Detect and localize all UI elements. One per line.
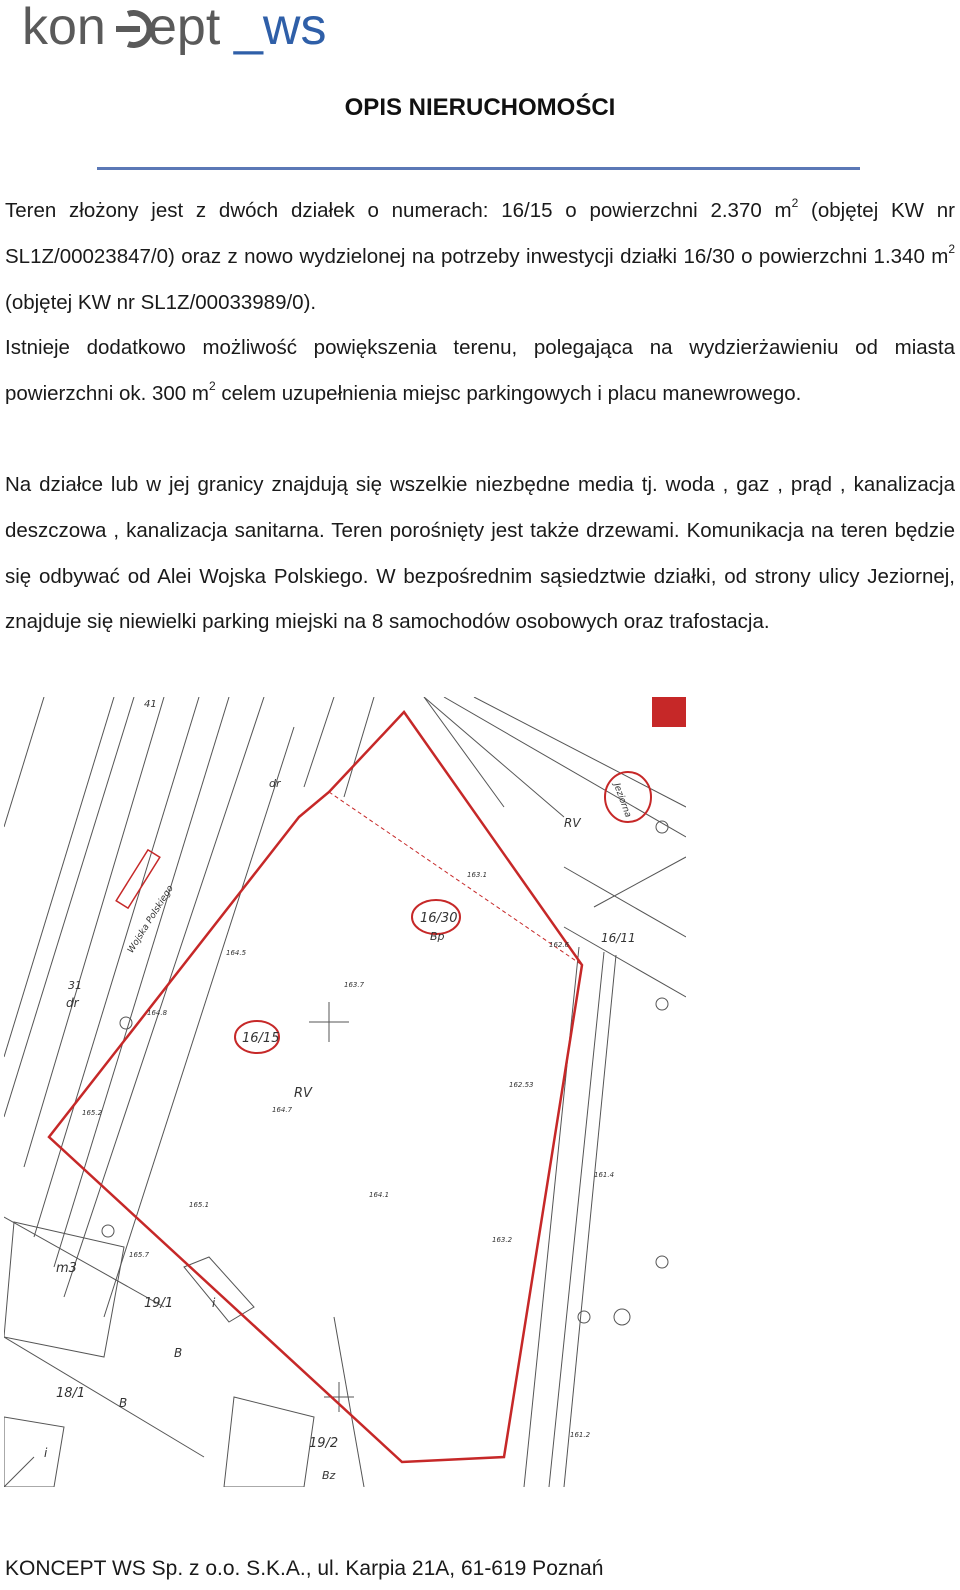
label-b-2: B: [119, 1396, 128, 1410]
label-bz: Bz: [322, 1469, 336, 1482]
spot-height: 162.6: [549, 941, 570, 949]
spot-height: 164.7: [272, 1106, 293, 1114]
superscript-2: 2: [948, 241, 955, 256]
label-parcel-19-1: 19/1: [144, 1296, 174, 1311]
superscript-2: 2: [791, 196, 799, 210]
label-i-2: i: [44, 1446, 48, 1460]
koncept-ws-logo: [22, 0, 352, 62]
label-parcel-16-30: 16/30: [420, 911, 458, 926]
p1-text-a: Teren złożony jest z dwóch działek o numerach: 16/15 o powierzchni 2.370 m: [5, 199, 792, 222]
paragraph-expansion: [5, 325, 955, 417]
label-i-1: i: [212, 1296, 216, 1310]
logo-c-mark: [116, 13, 150, 45]
spot-height: 164.1: [369, 1191, 390, 1199]
label-dr-1: dr: [66, 996, 79, 1010]
superscript-2: 2: [208, 378, 216, 393]
paragraph-parcels: [5, 188, 955, 325]
label-rv-2: RV: [564, 816, 581, 830]
label-parcel-18-1: 18/1: [56, 1386, 86, 1401]
corner-marker: [652, 697, 686, 727]
p1-text-c: (objętej KW nr SL1Z/00033989/0).: [5, 290, 317, 314]
label-rv-1: RV: [294, 1086, 312, 1101]
spot-height: 162.53: [509, 1081, 534, 1089]
cadastral-map: [4, 697, 686, 1487]
label-parcel-16-15: 16/15: [242, 1031, 280, 1046]
footer-address: KONCEPT WS Sp. z o.o. S.K.A., ul. Karpia 21A, 61-619 Poznań: [5, 1557, 604, 1580]
spot-height: 161.2: [570, 1431, 591, 1439]
label-41: 41: [144, 699, 157, 710]
spot-height: 165.1: [189, 1201, 210, 1209]
spot-height: 161.4: [594, 1171, 615, 1179]
label-parcel-19-2: 19/2: [309, 1436, 339, 1451]
label-dr-2: dr: [269, 777, 281, 790]
title-divider: [97, 167, 860, 170]
label-street-wojska: Wojska Polskiego: [126, 883, 176, 956]
spot-height: 163.1: [467, 871, 488, 879]
label-b-1: B: [174, 1346, 183, 1360]
p1-text-b: (objętej KW nr SL1Z/00023847/0) oraz z nowo wydzielonej na potrzeby inwestycji działki 16/30 o powierzchni 1.340 m: [5, 199, 955, 268]
p2-text-a: Istnieje dodatkowo możliwość powiększenia terenu, polegająca na wydzierżawieniu od miasta powierzchni ok. 300 m: [5, 336, 955, 405]
label-bp: Bp: [430, 930, 445, 943]
spot-height: 163.7: [344, 981, 365, 989]
page-title: OPIS NIERUCHOMOŚCI: [344, 94, 616, 121]
spot-height: 165.2: [82, 1109, 103, 1117]
label-31: 31: [68, 979, 82, 992]
spot-height: 164.8: [147, 1009, 168, 1017]
label-parcel-16-11: 16/11: [601, 931, 636, 945]
spot-height: 165.7: [129, 1251, 150, 1259]
logo-text-kon: kon: [22, 0, 106, 56]
p2-text-b: celem uzupełnienia miejsc parkingowych i placu manewrowego.: [215, 381, 802, 405]
label-m3: m3: [56, 1261, 77, 1276]
logo-text-ept: ept: [148, 0, 221, 56]
paragraph-utilities: Na działce lub w jej granicy znajdują się wszelkie niezbędne media tj. woda , gaz , prąd , kanalizacja deszczowa , kanalizacja sanitarna. Teren porośnięty jest także drzewami. Komunikacja na teren będzie się odbywać od Alei Wojska Polskiego. W bezpośrednim sąsiedztwie działki, od strony ulicy Jeziornej, znajduje się niewielki parking miejski na 8 samochodów osobowych oraz trafostacja.: [5, 473, 955, 634]
spot-height: 163.2: [492, 1236, 513, 1244]
logo-text-ws: _ws: [234, 0, 327, 56]
spot-height: 164.5: [226, 949, 247, 957]
label-street-jeziorna: Jeziorna: [611, 781, 633, 820]
